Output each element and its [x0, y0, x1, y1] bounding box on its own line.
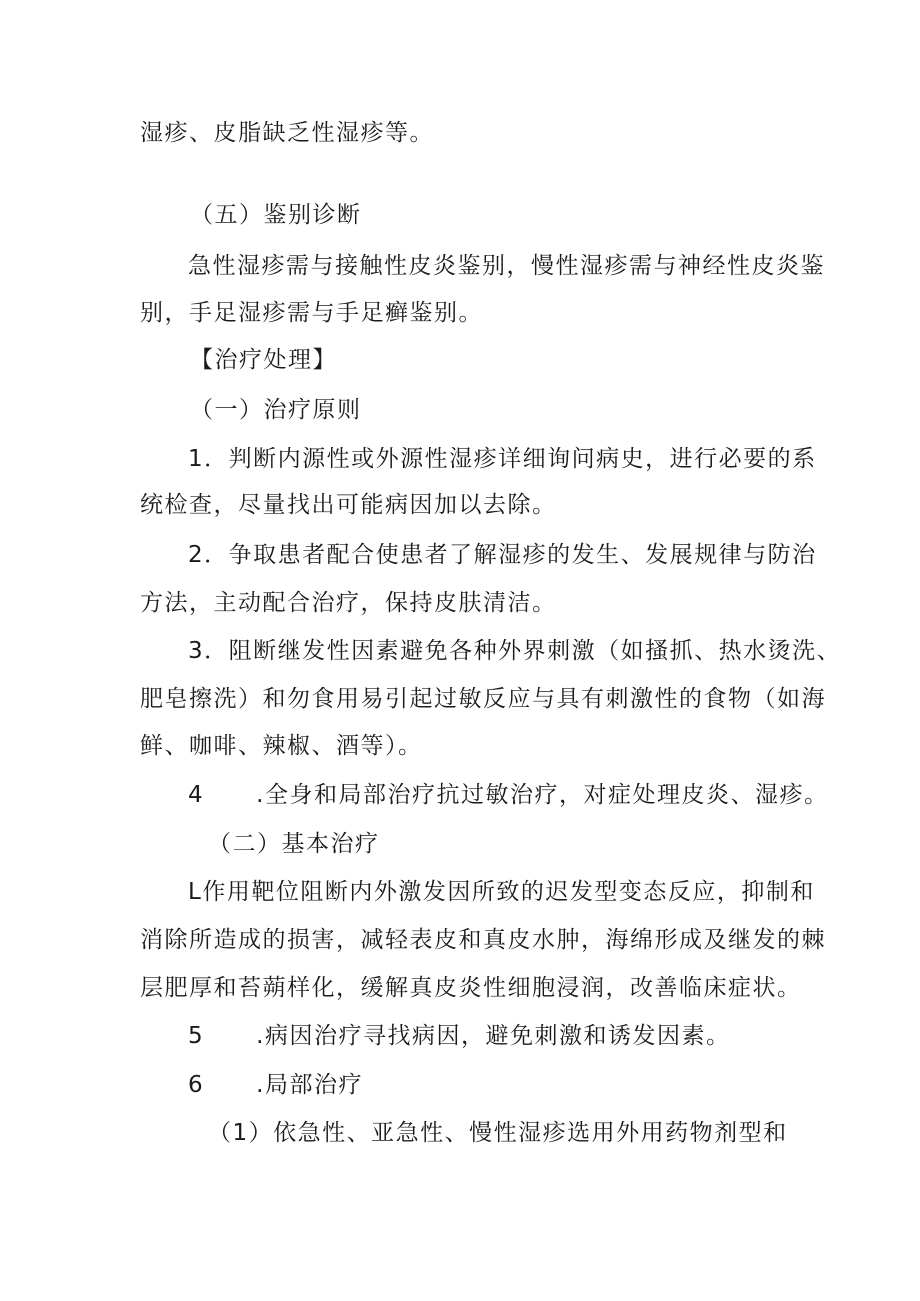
section-heading: （二）基本治疗 — [208, 831, 380, 857]
paragraph-line: 鲜、咖啡、辣椒、酒等）。 — [140, 733, 423, 759]
paragraph-line: 湿疹、皮脂缺乏性湿疹等。 — [140, 120, 434, 146]
paragraph-line: 2．争取患者配合使患者了解湿疹的发生、发展规律与防治 — [188, 542, 817, 568]
list-item-text: .病因治疗寻找病因，避免刺激和诱发因素。 — [256, 1023, 731, 1049]
list-item-6 — [188, 1070, 363, 1100]
list-item-5 — [188, 1021, 730, 1051]
paragraph-line: 层肥厚和苔蒴样化，缓解真皮炎性细胞浸润，改善临床症状。 — [140, 975, 802, 1001]
list-item-number: 6 — [188, 1072, 205, 1098]
paragraph-line: 消除所造成的损害，减轻表皮和真皮水肿，海绵形成及继发的棘 — [140, 927, 826, 953]
paragraph-line: 方法，主动配合治疗，保持皮肤清洁。 — [140, 590, 557, 616]
paragraph-line: 3．阻断继发性因素避免各种外界刺激（如搔抓、热水烫洗、 — [188, 638, 842, 664]
list-item-number: 5 — [188, 1023, 205, 1049]
paragraph-line: 别，手足湿疹需与手足癣鉴别。 — [140, 300, 483, 326]
list-item-4 — [188, 780, 828, 810]
section-heading: （一）治疗原则 — [190, 397, 362, 423]
paragraph-line: 急性湿疹需与接触性皮炎鉴别，慢性湿疹需与神经性皮炎鉴 — [188, 253, 825, 279]
section-heading: （五）鉴别诊断 — [190, 202, 362, 228]
list-item-text: .全身和局部治疗抗过敏治疗，对症处理皮炎、湿疹。 — [256, 782, 829, 808]
paragraph-line: （1）依急性、亚急性、慢性湿疹选用外用药物剂型和 — [208, 1120, 788, 1146]
list-item-number: 4 — [188, 782, 205, 808]
paragraph-line: 1．判断内源性或外源性湿疹详细询问病史，进行必要的系 — [188, 446, 817, 472]
paragraph-line: L作用靶位阻断内外激发因所致的迟发型变态反应，抑制和 — [188, 879, 815, 905]
paragraph-line: 肥皂擦洗）和勿食用易引起过敏反应与具有刺激性的食物（如海 — [140, 686, 826, 712]
section-heading: 【治疗处理】 — [190, 347, 337, 373]
paragraph-line: 统检查，尽量找出可能病因加以去除。 — [140, 492, 557, 518]
list-item-text: .局部治疗 — [256, 1072, 363, 1098]
